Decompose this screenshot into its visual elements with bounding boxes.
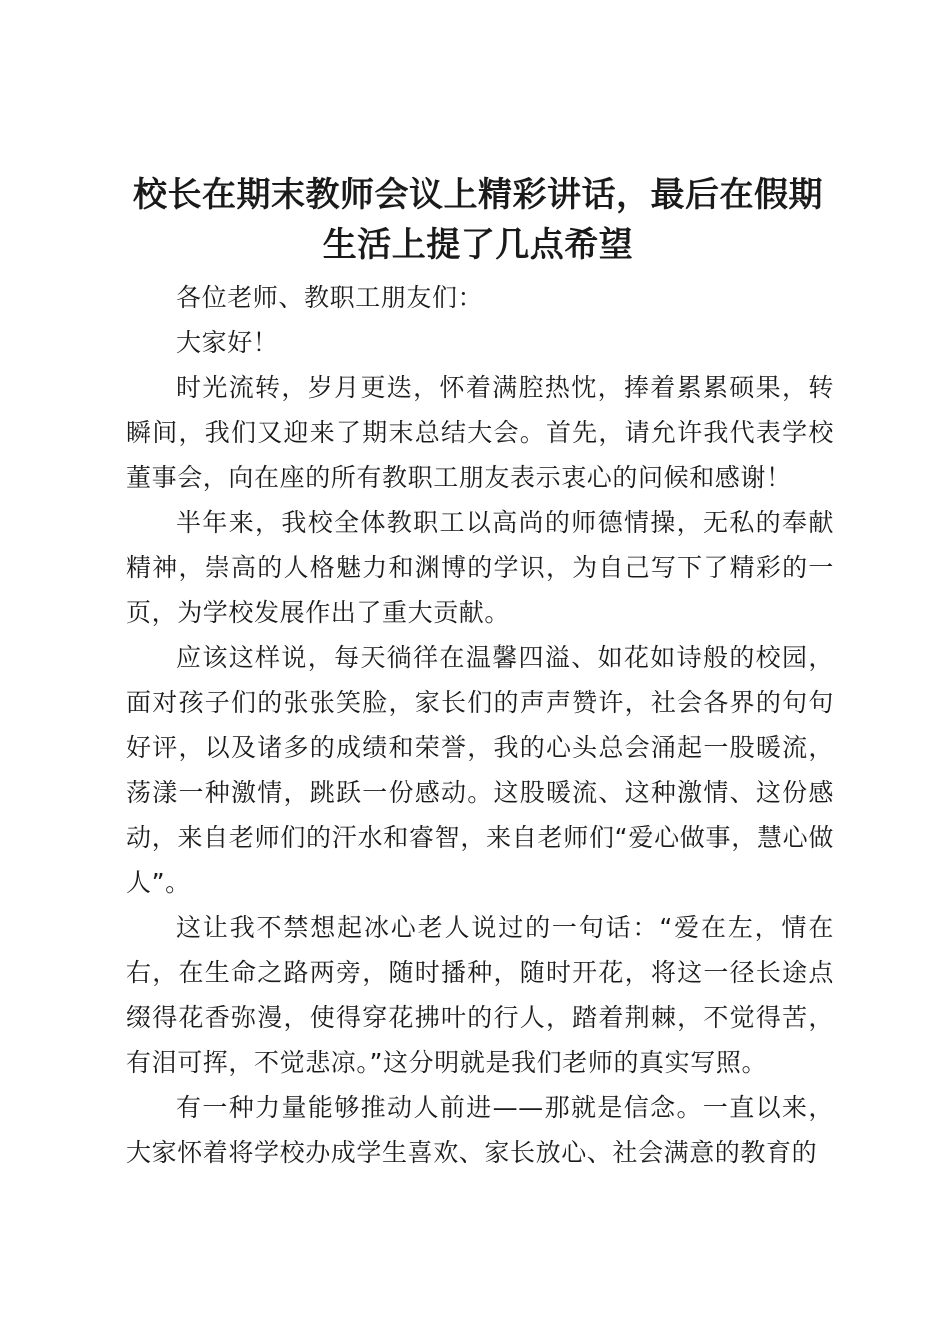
paragraph: 这让我不禁想起冰心老人说过的一句话：“爱在左，情在右，在生命之路两旁，随时播种，随时开花，将这一径长途点缀得花香弥漫，使得穿花拂叶的行人，踏着荆棘，不觉得苦，有泪可挥，不觉悲凉。”这分明就是我们老师的真实写照。: [126, 913, 834, 1077]
paragraph: 有一种力量能够推动人前进——那就是信念。一直以来，大家怀着将学校办成学生喜欢、家长放心、社会满意的教育的: [126, 1093, 834, 1167]
paragraph: 半年来，我校全体教职工以高尚的师德情操，无私的奉献精神，崇高的人格魅力和渊博的学识，为自己写下了精彩的一页，为学校发展作出了重大贡献。: [126, 508, 834, 627]
paragraph: 应该这样说，每天徜徉在温馨四溢、如花如诗般的校园，面对孩子们的张张笑脸，家长们的声声赞许，社会各界的句句好评，以及诸多的成绩和荣誉，我的心头总会涌起一股暖流，荡漾一种激情，跳跃一份感动。这股暖流、这种激情、这份感动，来自老师们的汗水和睿智，来自老师们“爱心做事，慧心做人”。: [126, 643, 834, 897]
document-body: [126, 275, 834, 1175]
paragraph: 时光流转，岁月更迭，怀着满腔热忱，捧着累累硕果，转瞬间，我们又迎来了期末总结大会。首先，请允许我代表学校董事会，向在座的所有教职工朋友表示衷心的问候和感谢！: [126, 373, 834, 492]
paragraph-salutation: 各位老师、教职工朋友们：: [176, 283, 484, 312]
document-title: 校长在期末教师会议上精彩讲话，最后在假期生活上提了几点希望: [133, 175, 823, 265]
paragraph-greeting: 大家好！: [176, 328, 279, 357]
